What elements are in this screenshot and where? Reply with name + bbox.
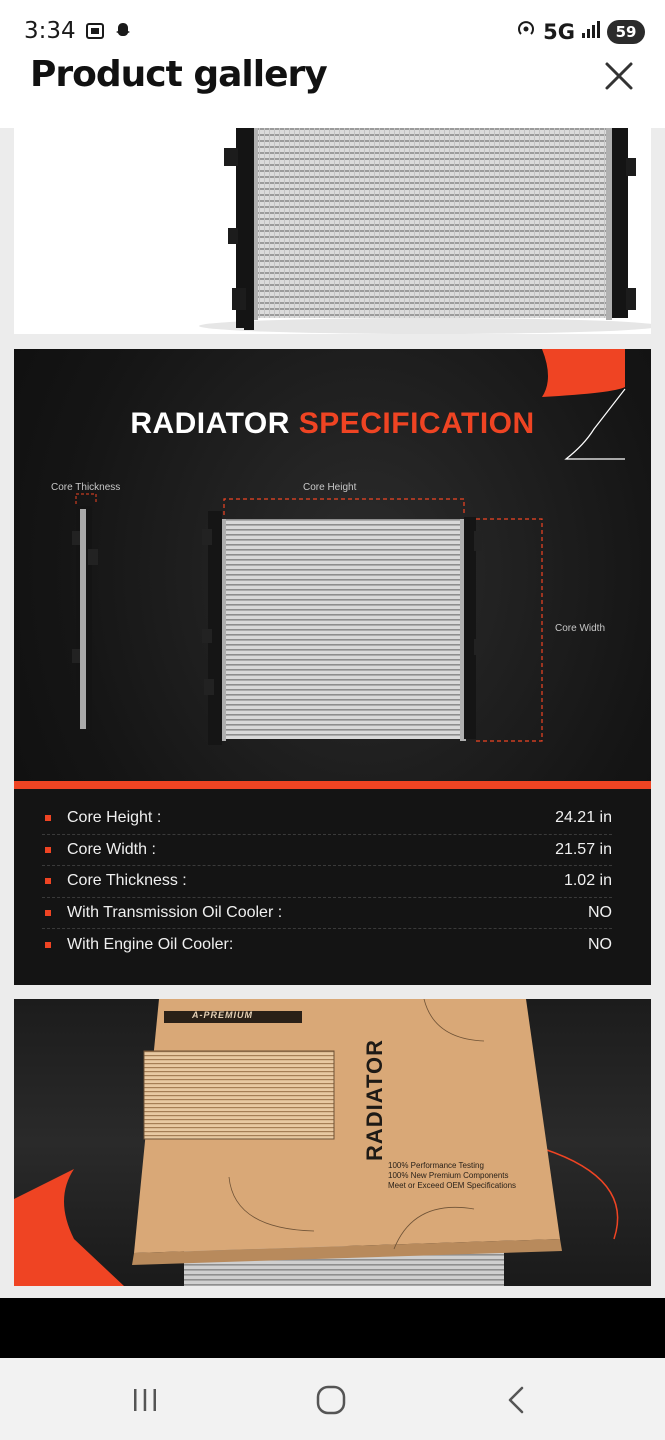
box-claim: Meet or Exceed OEM Specifications bbox=[388, 1181, 517, 1190]
header bbox=[0, 50, 665, 128]
network-label: 5G bbox=[543, 19, 575, 44]
packaging-illustration bbox=[14, 999, 651, 1286]
box-claim: 100% Performance Testing bbox=[388, 1161, 484, 1170]
spec-value: 21.57 in bbox=[555, 840, 612, 858]
spec-value: 24.21 in bbox=[555, 809, 612, 827]
gallery-image-radiator-photo[interactable] bbox=[14, 128, 651, 334]
box-claims bbox=[388, 1161, 516, 1191]
spec-table bbox=[42, 803, 612, 961]
box-product-word: RADIATOR bbox=[362, 1038, 388, 1162]
spec-row bbox=[42, 898, 612, 930]
spec-row bbox=[42, 929, 612, 961]
bullet-marker bbox=[45, 910, 51, 916]
spec-title-red: SPECIFICATION bbox=[298, 407, 535, 440]
gallery-scroll-area[interactable] bbox=[0, 128, 665, 1298]
box-brand-logo: A-PREMIUM bbox=[192, 1010, 253, 1020]
label-core-height: Core Height bbox=[303, 482, 357, 493]
back-icon bbox=[502, 1385, 532, 1415]
hotspot-icon bbox=[515, 18, 537, 45]
spec-title-white: RADIATOR bbox=[130, 407, 290, 440]
spec-row bbox=[42, 835, 612, 867]
bullet-marker bbox=[45, 815, 51, 821]
recents-icon bbox=[130, 1385, 160, 1415]
recents-button[interactable] bbox=[115, 1380, 175, 1420]
home-button[interactable] bbox=[301, 1380, 361, 1420]
snapchat-icon bbox=[112, 20, 134, 47]
status-time: 3:34 bbox=[24, 18, 76, 44]
bullet-marker bbox=[45, 878, 51, 884]
spec-label: Core Width : bbox=[67, 840, 156, 858]
box-claim: 100% New Premium Components bbox=[388, 1171, 509, 1180]
spec-row bbox=[42, 803, 612, 835]
bullet-marker bbox=[45, 942, 51, 948]
spec-label: With Engine Oil Cooler: bbox=[67, 935, 234, 953]
close-icon bbox=[599, 56, 639, 96]
back-button[interactable] bbox=[487, 1380, 547, 1420]
screenshot-icon bbox=[84, 20, 106, 47]
signal-icon bbox=[581, 19, 601, 44]
gallery-image-packaging[interactable] bbox=[14, 999, 651, 1286]
system-icons bbox=[515, 18, 645, 45]
spec-row bbox=[42, 866, 612, 898]
page-title: Product gallery bbox=[30, 54, 327, 95]
spec-value: NO bbox=[588, 903, 612, 921]
label-core-width: Core Width bbox=[555, 623, 606, 634]
black-strip bbox=[0, 1298, 665, 1358]
spec-title bbox=[14, 407, 651, 441]
gallery-image-specification[interactable] bbox=[14, 349, 651, 985]
system-nav-bar bbox=[0, 1358, 665, 1440]
label-core-thickness: Core Thickness bbox=[51, 482, 121, 493]
spec-label: With Transmission Oil Cooler : bbox=[67, 903, 283, 921]
spec-value: 1.02 in bbox=[563, 872, 612, 890]
home-icon bbox=[314, 1383, 348, 1417]
bullet-marker bbox=[45, 847, 51, 853]
spec-label: Core Height : bbox=[67, 809, 162, 827]
battery-indicator: 59 bbox=[607, 20, 645, 44]
close-button[interactable] bbox=[599, 56, 639, 96]
notification-icons bbox=[84, 20, 134, 47]
spec-label: Core Thickness : bbox=[67, 872, 187, 890]
radiator-photo-illustration bbox=[14, 128, 651, 334]
spec-value: NO bbox=[588, 935, 612, 953]
